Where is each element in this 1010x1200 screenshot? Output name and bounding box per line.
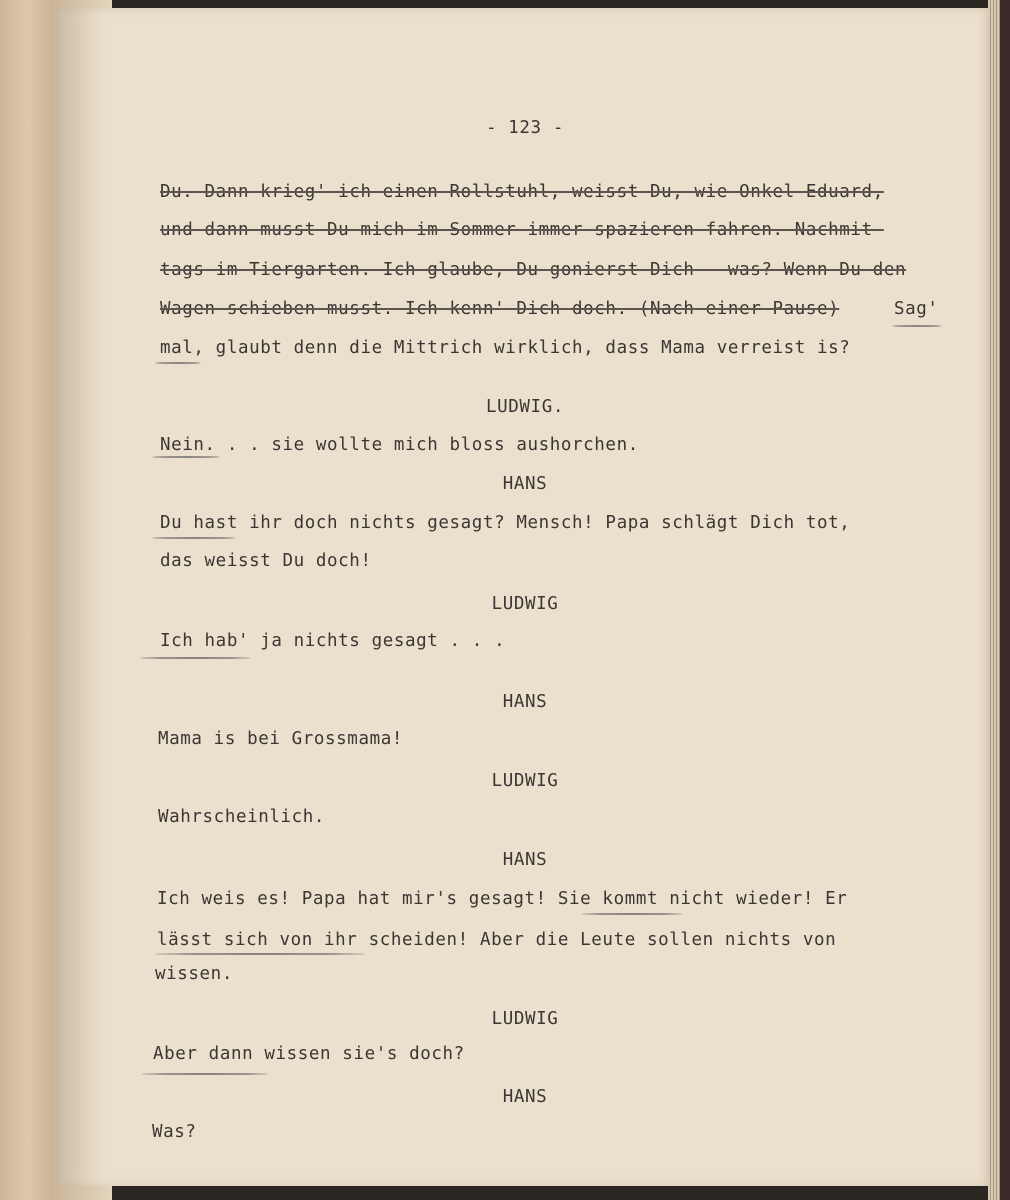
- pencil-underline: [152, 456, 220, 458]
- text-line-12: Ich weis es! Papa hat mir's gesagt! Sie kommt nicht wieder! Er: [157, 889, 848, 909]
- book-cover-edge: [1000, 0, 1010, 1200]
- speaker-ludwig: LUDWIG: [491, 771, 559, 791]
- pencil-underline: [155, 362, 201, 364]
- text-line-11: Wahrscheinlich.: [158, 807, 326, 827]
- page-number: - 123 -: [486, 118, 564, 138]
- text-line-16: Was?: [152, 1122, 197, 1142]
- speaker-ludwig: LUDWIG.: [486, 397, 564, 417]
- pencil-underline: [155, 953, 365, 955]
- text-line-4-end: Sag': [894, 299, 939, 319]
- text-line-8: das weisst Du doch!: [160, 551, 372, 571]
- speaker-ludwig: LUDWIG: [491, 594, 559, 614]
- left-page-edge: [0, 0, 53, 1200]
- text-line-9: Ich hab' ja nichts gesagt . . .: [160, 631, 506, 651]
- text-line-4: Wagen schieben musst. Ich kenn' Dich doch. (Nach einer Pause): [160, 299, 840, 319]
- speaker-hans: HANS: [502, 692, 548, 712]
- text-line-7: Du hast ihr doch nichts gesagt? Mensch! Papa schlägt Dich tot,: [160, 513, 851, 533]
- speaker-ludwig: LUDWIG: [491, 1009, 559, 1029]
- pencil-underline: [582, 913, 682, 915]
- text-line-10: Mama is bei Grossmama!: [158, 729, 403, 749]
- text-line-5: mal, glaubt denn die Mittrich wirklich, dass Mama verreist is?: [160, 338, 851, 358]
- text-line-3: tags im Tiergarten. Ich glaube, Du gonierst Dich - was? Wenn Du den: [160, 260, 907, 280]
- pencil-underline: [140, 657, 250, 659]
- speaker-hans: HANS: [502, 474, 548, 494]
- text-line-14: wissen.: [155, 964, 233, 984]
- text-line-15: Aber dann wissen sie's doch?: [153, 1044, 465, 1064]
- pencil-underline: [142, 1073, 268, 1075]
- text-line-6: Nein. . . sie wollte mich bloss aushorchen.: [160, 435, 639, 455]
- text-line-13: lässt sich von ihr scheiden! Aber die Leute sollen nichts von: [157, 930, 837, 950]
- text-line-2: und dann musst Du mich im Sommer immer spazieren fahren. Nachmit-: [160, 220, 884, 240]
- text-line-1: Du. Dann krieg' ich einen Rollstuhl, weisst Du, wie Onkel Eduard,: [160, 182, 884, 202]
- pencil-underline: [152, 537, 236, 539]
- pencil-underline: [892, 325, 942, 327]
- speaker-hans: HANS: [502, 1087, 548, 1107]
- speaker-hans: HANS: [502, 850, 548, 870]
